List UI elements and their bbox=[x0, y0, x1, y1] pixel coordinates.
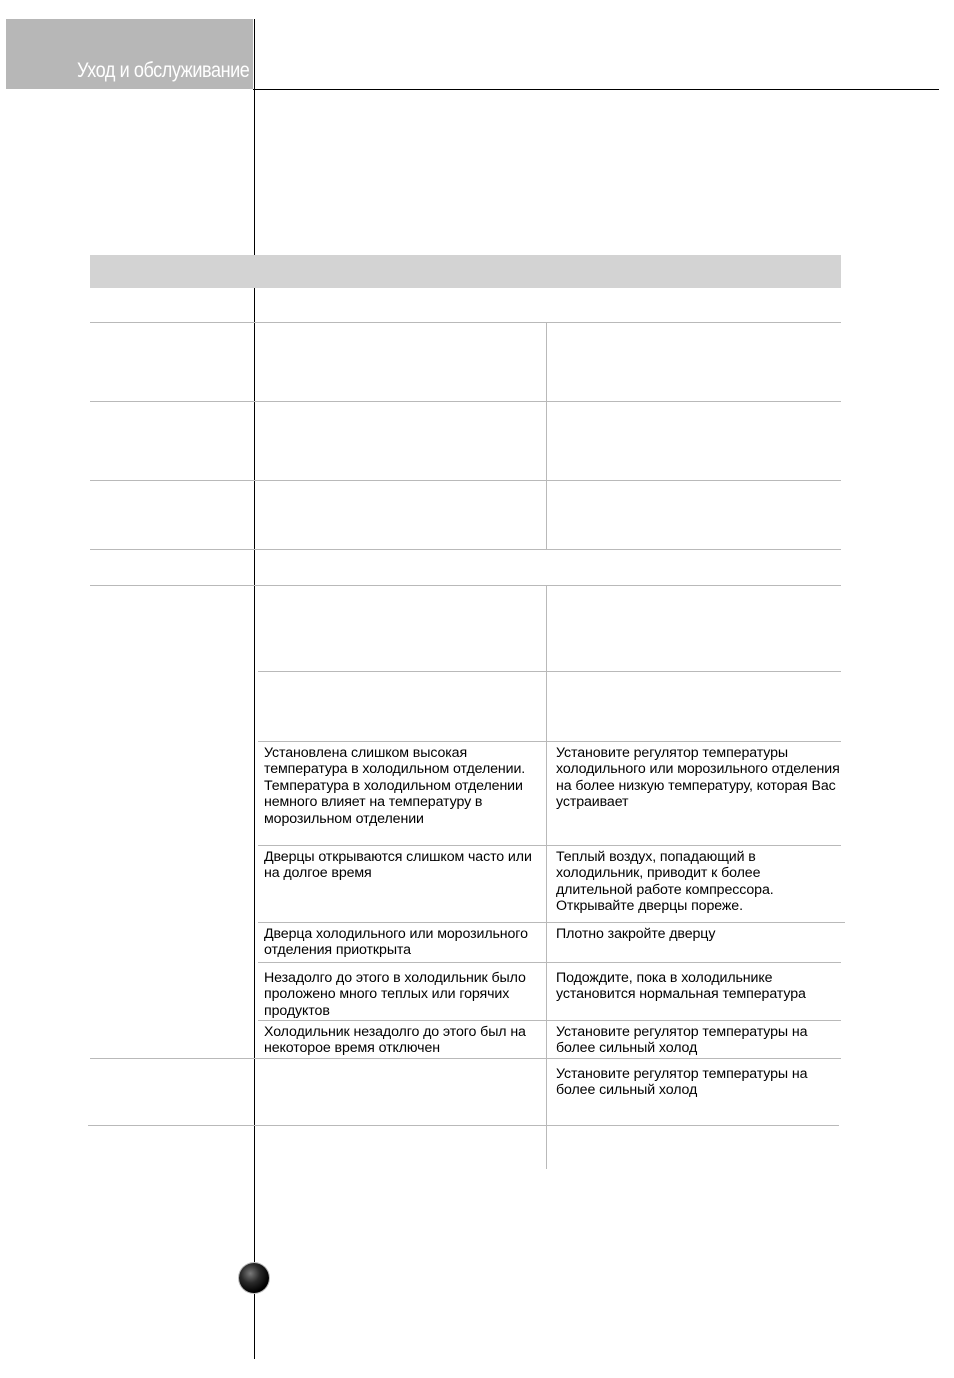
solution-cell: Плотно закройте дверцу bbox=[556, 926, 716, 942]
page-vertical-rule bbox=[254, 19, 255, 1359]
row-rule bbox=[90, 585, 841, 586]
row-rule bbox=[90, 401, 841, 402]
page-number-dot bbox=[239, 1263, 269, 1293]
table-header-band bbox=[90, 255, 841, 288]
cause-cell: Дверца холодильного или морозильного отделения приоткрыта bbox=[264, 926, 528, 959]
row-rule bbox=[90, 480, 841, 481]
solution-cell: Установите регулятор температуры холодильного или морозильного отделения на более низкую температуру, которая Вас устраивает bbox=[556, 745, 840, 811]
row-rule bbox=[258, 671, 841, 672]
row-rule bbox=[258, 1020, 841, 1021]
solution-cell: Теплый воздух, попадающий в холодильник, приводит к более длительной работе компрессора. Открывайте дверцы пореже. bbox=[556, 849, 774, 915]
row-rule bbox=[258, 962, 841, 963]
row-rule bbox=[90, 549, 841, 550]
cause-cell: Установлена слишком высокая температура в холодильном отделении. Температура в холодильном отделении немного влияет на температуру в морозильном отделении bbox=[264, 745, 526, 827]
row-rule bbox=[90, 322, 841, 323]
row-rule bbox=[258, 741, 841, 742]
row-rule bbox=[88, 1125, 839, 1126]
row-rule bbox=[258, 922, 845, 923]
solution-cell: Подождите, пока в холодильнике установится нормальная температура bbox=[556, 970, 806, 1003]
header-rule bbox=[253, 89, 939, 90]
cause-cell: Дверцы открываются слишком часто или на долгое время bbox=[264, 849, 532, 882]
solution-cell: Установите регулятор температуры на более сильный холод bbox=[556, 1024, 808, 1057]
cause-cell: Холодильник незадолго до этого был на некоторое время отключен bbox=[264, 1024, 526, 1057]
section-tab bbox=[6, 19, 253, 89]
column-divider bbox=[546, 323, 547, 549]
column-divider bbox=[546, 586, 547, 1169]
cause-cell: Незадолго до этого в холодильник было проложено много теплых или горячих продуктов bbox=[264, 970, 526, 1019]
row-rule bbox=[90, 1058, 841, 1059]
section-title: Уход и обслуживание bbox=[76, 59, 249, 82]
row-rule bbox=[258, 845, 841, 846]
solution-cell: Установите регулятор температуры на более сильный холод bbox=[556, 1066, 808, 1099]
